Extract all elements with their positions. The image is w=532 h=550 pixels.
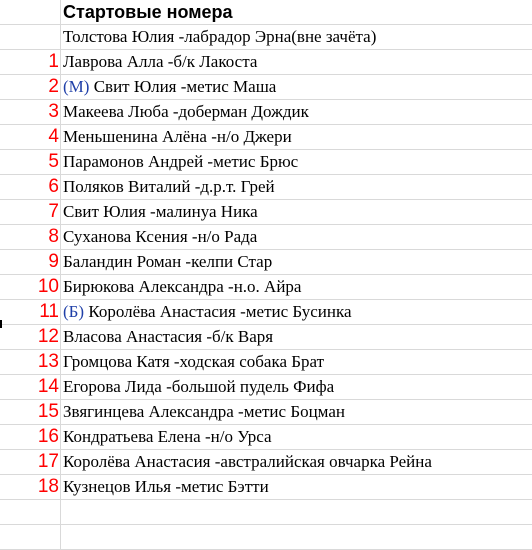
- participant-row: [0, 100, 532, 125]
- start-number[interactable]: 5: [0, 150, 61, 174]
- group-tag: (М): [63, 77, 90, 96]
- participant-name: Парамонов Андрей -метис Брюс: [63, 152, 299, 171]
- participant-entry[interactable]: [63, 50, 257, 74]
- participant-name: Суханова Ксения -н/о Рада: [63, 227, 258, 246]
- participant-name: Королёва Анастасия -метис Бусинка: [84, 302, 352, 321]
- participant-name: Макеева Люба -доберман Дождик: [63, 102, 309, 121]
- participant-row: [0, 375, 532, 400]
- participant-name: Меньшенина Алёна -н/о Джери: [63, 127, 292, 146]
- start-number[interactable]: 2: [0, 75, 61, 99]
- participant-entry[interactable]: [63, 325, 273, 349]
- participant-name: Звягинцева Александра -метис Боцман: [63, 402, 345, 421]
- participant-entry[interactable]: [63, 200, 258, 224]
- participant-row: [0, 400, 532, 425]
- participant-entry[interactable]: [63, 400, 345, 424]
- start-number[interactable]: 9: [0, 250, 61, 274]
- start-number[interactable]: 13: [0, 350, 61, 374]
- start-number[interactable]: 7: [0, 200, 61, 224]
- participant-row: [0, 275, 532, 300]
- participant-name: Власова Анастасия -б/к Варя: [63, 327, 274, 346]
- title-row: [0, 0, 532, 25]
- participant-row: [0, 175, 532, 200]
- start-number[interactable]: 4: [0, 125, 61, 149]
- start-number[interactable]: 8: [0, 225, 61, 249]
- participant-entry[interactable]: [63, 150, 298, 174]
- participant-name: Свит Юлия -метис Маша: [89, 77, 277, 96]
- sheet-title[interactable]: Стартовые номера: [63, 2, 233, 22]
- participant-entry[interactable]: [63, 450, 432, 474]
- participant-entry[interactable]: [63, 300, 352, 324]
- cell-a1[interactable]: [0, 0, 61, 24]
- participant-name: Поляков Виталий -д.р.т. Грей: [63, 177, 275, 196]
- out-of-competition-row: [0, 25, 532, 50]
- participant-name: Бирюкова Александра -н.о. Айра: [63, 277, 302, 296]
- participant-entry[interactable]: [63, 425, 272, 449]
- start-number[interactable]: 6: [0, 175, 61, 199]
- participant-row: [0, 450, 532, 475]
- participant-entry[interactable]: [63, 125, 292, 149]
- participant-entry[interactable]: [63, 275, 301, 299]
- participant-row: [0, 125, 532, 150]
- participant-name: Свит Юлия -малинуа Ника: [63, 202, 258, 221]
- empty-cell[interactable]: [0, 500, 61, 524]
- participant-row: [0, 300, 532, 325]
- empty-row: [0, 525, 532, 550]
- start-number[interactable]: 17: [0, 450, 61, 474]
- participant-row: [0, 425, 532, 450]
- participant-name: Баландин Роман -келпи Стар: [63, 252, 273, 271]
- participant-row: [0, 225, 532, 250]
- participant-name: Кузнецов Илья -метис Бэтти: [63, 477, 269, 496]
- participant-entry[interactable]: [63, 100, 309, 124]
- empty-row: [0, 500, 532, 525]
- participant-row: [0, 200, 532, 225]
- start-number[interactable]: 11: [0, 300, 61, 324]
- start-number[interactable]: 14: [0, 375, 61, 399]
- out-of-competition-entry[interactable]: Толстова Юлия -лабрадор Эрна(вне зачёта): [63, 27, 377, 46]
- participant-name: Егорова Лида -большой пудель Фифа: [63, 377, 335, 396]
- group-tag: (Б): [63, 302, 85, 321]
- cell-a2[interactable]: [0, 25, 61, 49]
- participant-name: Лаврова Алла -б/к Лакоста: [63, 52, 258, 71]
- start-number[interactable]: 12: [0, 325, 61, 349]
- participant-row: [0, 50, 532, 75]
- participant-entry[interactable]: [63, 375, 334, 399]
- participant-row: [0, 250, 532, 275]
- participant-entry[interactable]: [63, 75, 276, 99]
- participant-entry[interactable]: [63, 250, 272, 274]
- participant-row: [0, 475, 532, 500]
- participant-name: Королёва Анастасия -австралийская овчарка Рейна: [63, 452, 432, 471]
- participant-entry[interactable]: [63, 225, 257, 249]
- start-number[interactable]: 16: [0, 425, 61, 449]
- participant-entry[interactable]: [63, 175, 275, 199]
- participant-row: [0, 75, 532, 100]
- start-number[interactable]: 3: [0, 100, 61, 124]
- participant-row: [0, 325, 532, 350]
- participant-name: Громцова Катя -ходская собака Брат: [63, 352, 325, 371]
- start-number[interactable]: 1: [0, 50, 61, 74]
- participant-row: [0, 350, 532, 375]
- participant-entry[interactable]: [63, 350, 324, 374]
- start-number[interactable]: 10: [0, 275, 61, 299]
- empty-cell[interactable]: [0, 525, 61, 549]
- start-number[interactable]: 18: [0, 475, 61, 499]
- row-marker: [0, 320, 2, 328]
- participant-entry[interactable]: [63, 475, 269, 499]
- participant-row: [0, 150, 532, 175]
- participant-name: Кондратьева Елена -н/о Урса: [63, 427, 272, 446]
- start-number[interactable]: 15: [0, 400, 61, 424]
